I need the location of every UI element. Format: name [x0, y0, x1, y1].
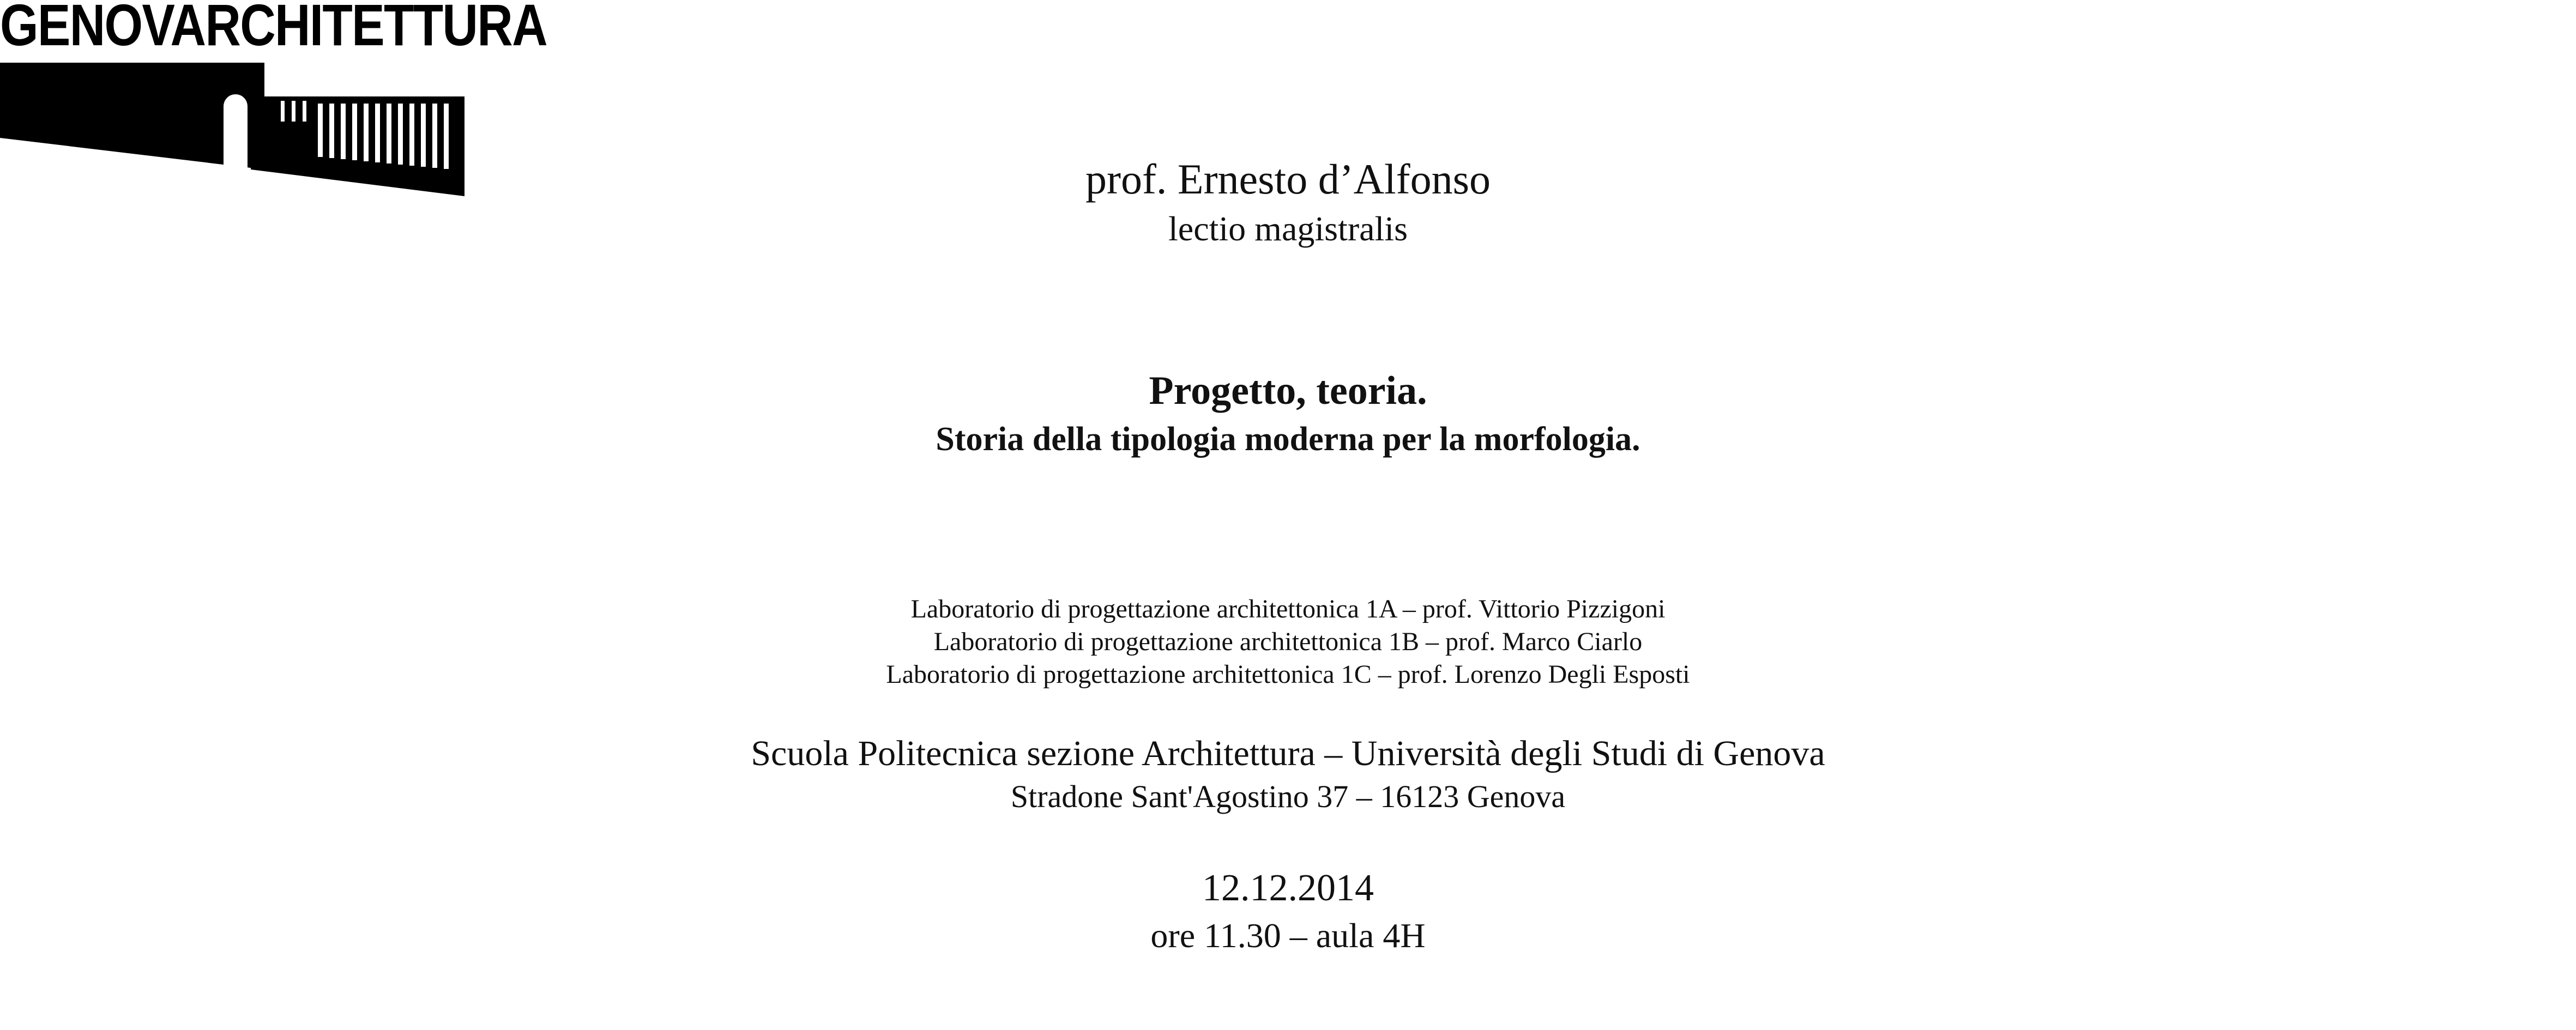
event-date: 12.12.2014 [1202, 867, 1374, 909]
laboratory-item: Laboratorio di progettazione architettonica 1A – prof. Vittorio Pizzigoni [910, 595, 1666, 623]
laboratory-list [0, 593, 2576, 691]
laboratory-item: Laboratorio di progettazione architettonica 1B – prof. Marco Ciarlo [933, 627, 1643, 656]
school-name: Scuola Politecnica sezione Architettura – Università degli Studi di Genova [751, 734, 1825, 773]
logo-wordmark: GENOVARCHITETTURA [0, 0, 547, 58]
speaker-name: prof. Ernesto d’Alfonso [1085, 155, 1491, 203]
school-address: Stradone Sant'Agostino 37 – 16123 Genova [1010, 779, 1566, 814]
laboratory-item: Laboratorio di progettazione architettonica 1C – prof. Lorenzo Degli Esposti [886, 660, 1690, 689]
lecture-subtitle: Storia della tipologia moderna per la morfologia. [936, 421, 1640, 458]
speaker-role: lectio magistralis [1168, 209, 1408, 248]
event-time-room: ore 11.30 – aula 4H [1150, 916, 1426, 955]
lecture-title: Progetto, teoria. [1149, 368, 1427, 413]
